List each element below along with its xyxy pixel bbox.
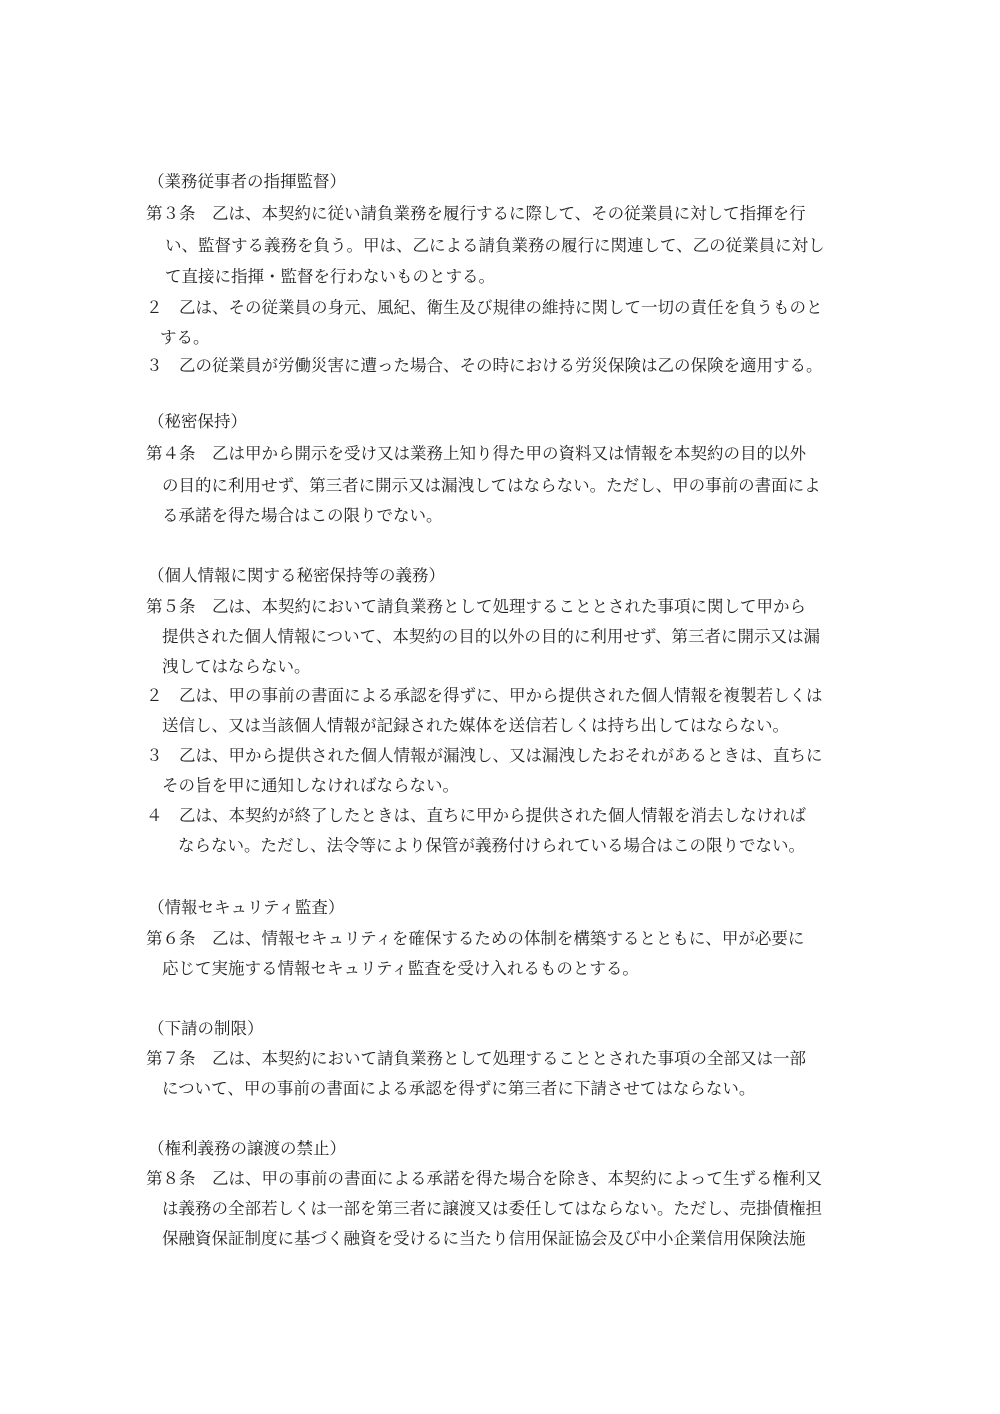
article-5-line-5: 送信し、又は当該個人情報が記録された媒体を送信若しくは持ち出してはならない。 xyxy=(162,716,789,735)
article-7-line-1: 第７条 乙は、本契約において請負業務として処理することとされた事項の全部又は一部 xyxy=(146,1049,806,1068)
article-7-heading: （下請の制限） xyxy=(148,1019,264,1038)
article-3-line-5: する。 xyxy=(160,328,210,347)
article-8-line-1: 第８条 乙は、甲の事前の書面による承諾を得た場合を除き、本契約によって生ずる権利又 xyxy=(146,1169,822,1188)
article-5-line-2: 提供された個人情報について、本契約の目的以外の目的に利用せず、第三者に開示又は漏 xyxy=(162,627,821,646)
article-5-line-4: ２ 乙は、甲の事前の書面による承認を得ずに、甲から提供された個人情報を複製若しくは xyxy=(146,686,823,705)
article-3-line-1: 第３条 乙は、本契約に従い請負業務を履行するに際して、その従業員に対して指揮を行 xyxy=(146,204,806,223)
article-3-line-3: て直接に指揮・監督を行わないものとする。 xyxy=(165,267,495,286)
article-5-line-3: 洩してはならない。 xyxy=(162,657,311,676)
article-6-line-2: 応じて実施する情報セキュリティ監査を受け入れるものとする。 xyxy=(162,959,639,978)
article-3-line-2: い、監督する義務を負う。甲は、乙による請負業務の履行に関連して、乙の従業員に対し xyxy=(165,236,825,255)
article-5-line-9: ならない。ただし、法令等により保管が義務付けられている場合はこの限りでない。 xyxy=(178,836,805,855)
article-6-line-1: 第６条 乙は、情報セキュリティを確保するための体制を構築するとともに、甲が必要に xyxy=(146,929,805,948)
article-3-heading: （業務従事者の指揮監督） xyxy=(148,172,346,191)
article-4-line-1: 第４条 乙は甲から開示を受け又は業務上知り得た甲の資料又は情報を本契約の目的以外 xyxy=(146,444,806,463)
article-7-line-2: について、甲の事前の書面による承認を得ずに第三者に下請させてはならない。 xyxy=(162,1079,756,1098)
article-5-line-1: 第５条 乙は、本契約において請負業務として処理することとされた事項に関して甲から xyxy=(146,597,806,616)
article-8-heading: （権利義務の譲渡の禁止） xyxy=(148,1139,346,1158)
article-3-line-4: ２ 乙は、その従業員の身元、風紀、衛生及び規律の維持に関して一切の責任を負うものと xyxy=(146,298,823,317)
article-8-line-3: 保融資保証制度に基づく融資を受けるに当たり信用保証協会及び中小企業信用保険法施 xyxy=(162,1229,806,1248)
article-6-heading: （情報セキュリティ監査） xyxy=(148,898,345,917)
article-5-line-7: その旨を甲に通知しなければならない。 xyxy=(162,776,459,795)
article-4-line-2: の目的に利用せず、第三者に開示又は漏洩してはならない。ただし、甲の事前の書面によ xyxy=(162,476,821,495)
article-4-line-3: る承諾を得た場合はこの限りでない。 xyxy=(162,506,443,525)
article-8-line-2: は義務の全部若しくは一部を第三者に譲渡又は委任してはならない。ただし、売掛債権担 xyxy=(162,1199,822,1218)
article-5-heading: （個人情報に関する秘密保持等の義務） xyxy=(148,566,445,585)
article-5-line-8: ４ 乙は、本契約が終了したときは、直ちに甲から提供された個人情報を消去しなければ xyxy=(146,806,806,825)
article-3-line-6: ３ 乙の従業員が労働災害に遭った場合、その時における労災保険は乙の保険を適用する。 xyxy=(146,356,823,375)
article-5-line-6: ３ 乙は、甲から提供された個人情報が漏洩し、又は漏洩したおそれがあるときは、直ちに xyxy=(146,746,823,765)
article-4-heading: （秘密保持） xyxy=(148,412,247,431)
